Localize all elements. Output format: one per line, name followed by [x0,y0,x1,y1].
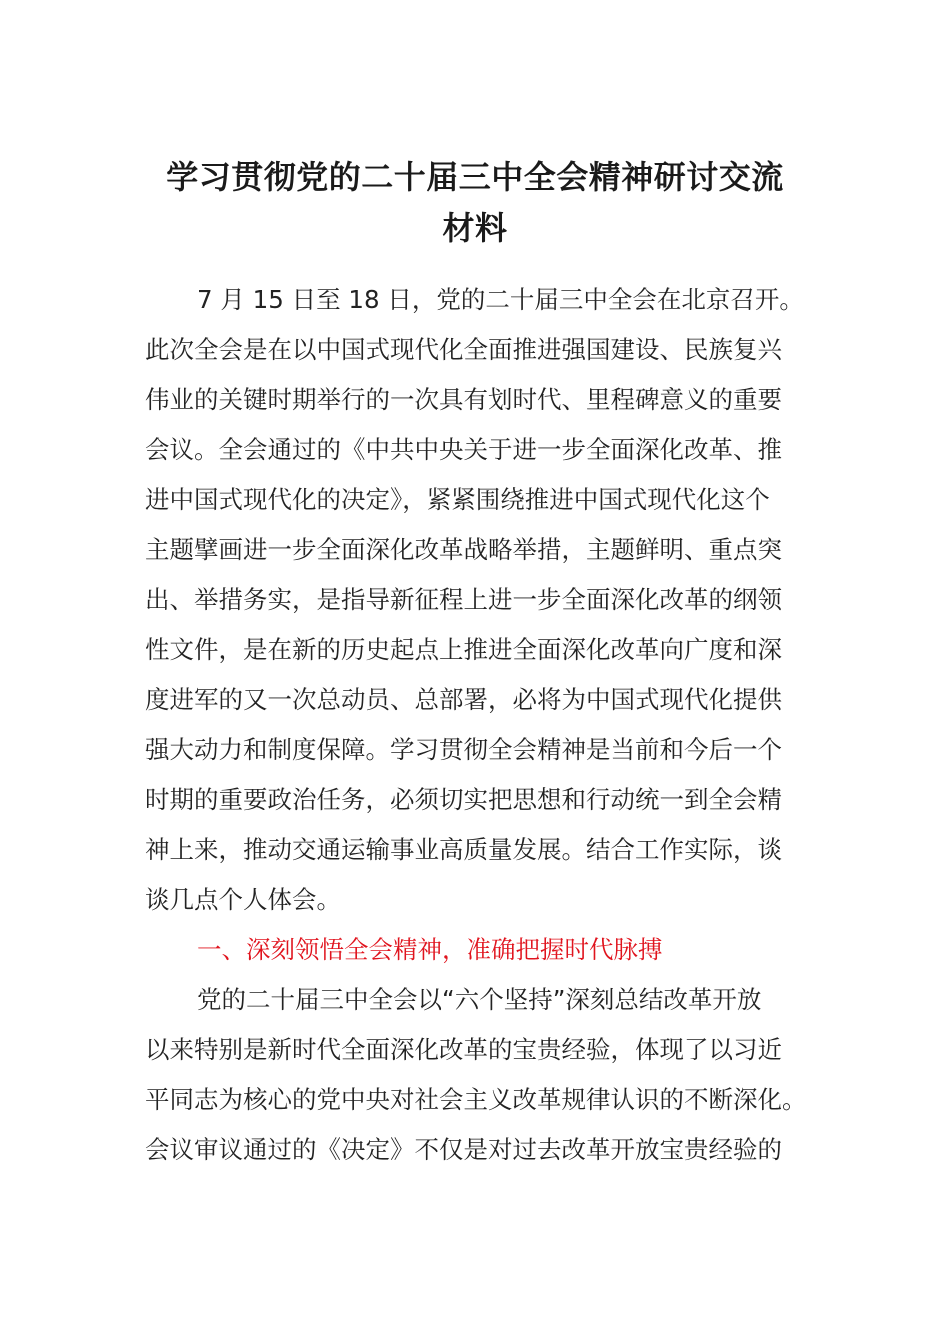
paragraph-1-line-8: 性文件，是在新的历史起点上推进全面深化改革向广度和深 [145,635,782,664]
paragraph-1-line-11: 时期的重要政治任务，必须切实把思想和行动统一到全会精 [145,785,782,814]
paragraph-1-line-13: 谈几点个人体会。 [145,885,341,914]
paragraph-1-line-6: 主题擘画进一步全面深化改革战略举措，主题鲜明、重点突 [145,535,782,564]
paragraph-2-line-1: 党的二十届三中全会以“六个坚持”深刻总结改革开放 [197,985,762,1014]
paragraph-1-line-2: 此次全会是在以中国式现代化全面推进强国建设、民族复兴 [145,335,782,364]
paragraph-2-line-3: 平同志为核心的党中央对社会主义改革规律认识的不断深化。 [145,1085,807,1114]
paragraph-1-line-5: 进中国式现代化的决定》，紧紧围绕推进中国式现代化这个 [145,485,770,514]
paragraph-1-line-7: 出、举措务实，是指导新征程上进一步全面深化改革的纲领 [145,585,782,614]
paragraph-2-line-2: 以来特别是新时代全面深化改革的宝贵经验，体现了以习近 [145,1035,782,1064]
paragraph-1-line-10: 强大动力和制度保障。学习贯彻全会精神是当前和今后一个 [145,735,782,764]
document-title-line-2: 材料 [442,209,508,247]
paragraph-2-line-4: 会议审议通过的《决定》不仅是对过去改革开放宝贵经验的 [145,1135,782,1164]
paragraph-1-line-4: 会议。全会通过的《中共中央关于进一步全面深化改革、推 [145,435,782,464]
paragraph-1-line-12: 神上来，推动交通运输事业高质量发展。结合工作实际，谈 [145,835,782,864]
paragraph-1-line-1: 7 月 15 日至 18 日，党的二十届三中全会在北京召开。 [197,285,804,314]
document-title-line-1: 学习贯彻党的二十届三中全会精神研讨交流 [166,158,784,196]
section-heading-1: 一、深刻领悟全会精神，准确把握时代脉搏 [197,935,663,964]
paragraph-1-line-3: 伟业的关键时期举行的一次具有划时代、里程碑意义的重要 [145,385,782,414]
paragraph-1-line-9: 度进军的又一次总动员、总部署，必将为中国式现代化提供 [145,685,782,714]
